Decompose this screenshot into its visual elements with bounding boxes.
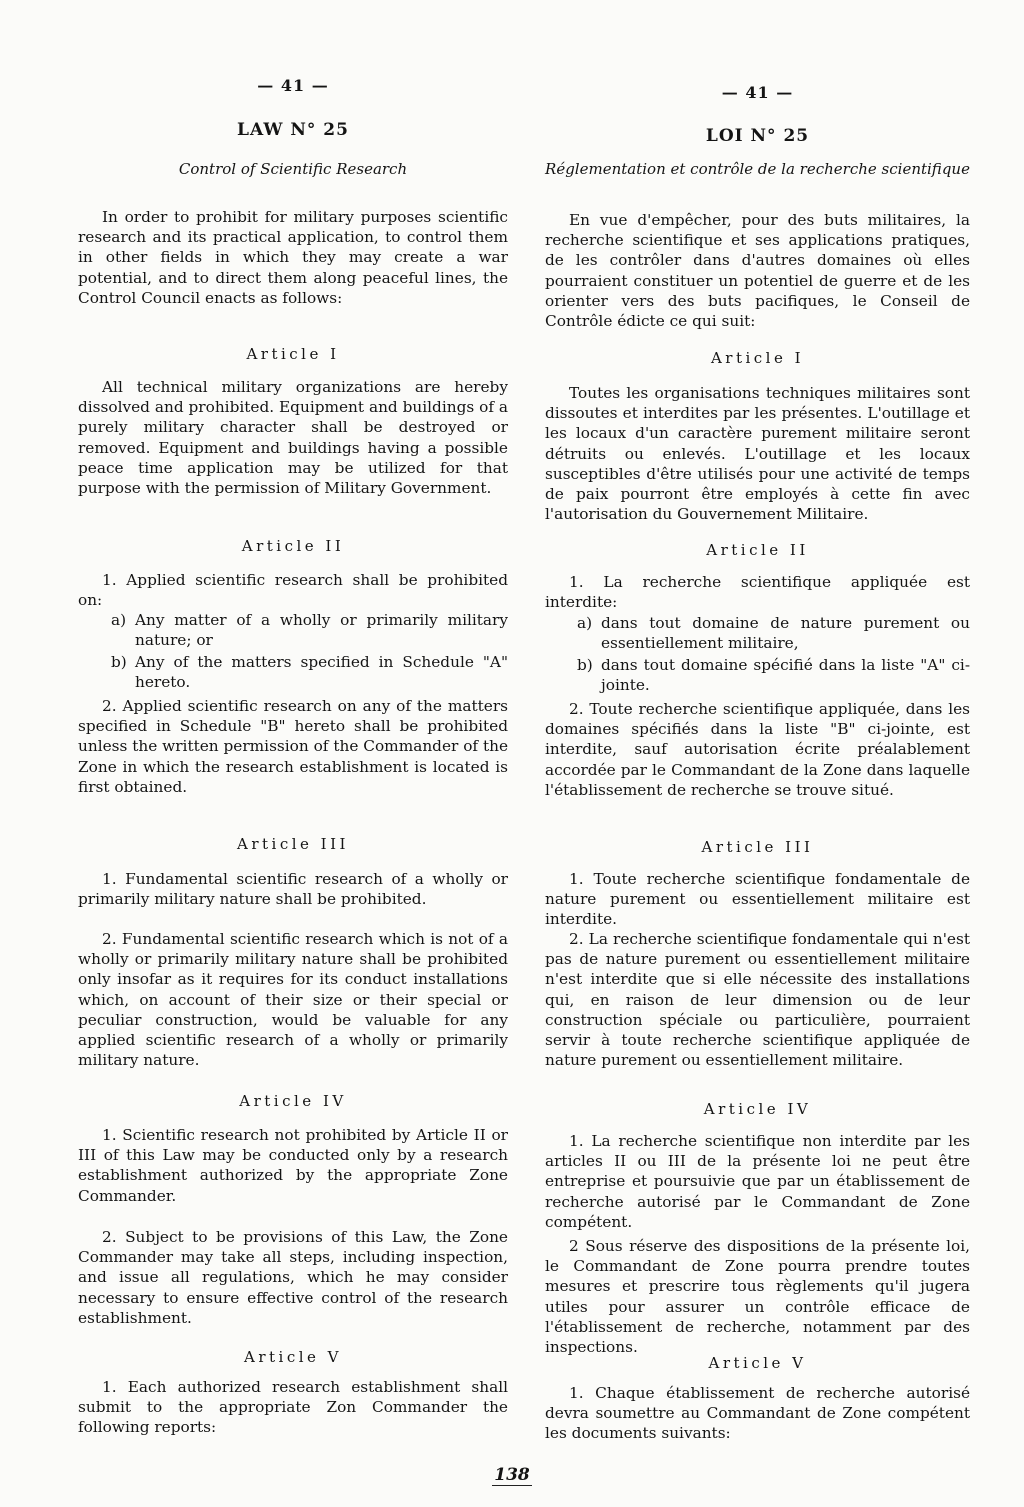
item-b-marker: b) bbox=[577, 656, 593, 674]
article-1-heading: Article I bbox=[246, 345, 340, 363]
article-3-paragraph-1: 1. Toute recherche scientifique fondamentale de nature purement ou essentiellement militaire est interdite. bbox=[545, 870, 970, 929]
item-a-marker: a) bbox=[577, 614, 593, 632]
article-3-paragraph-2: 2. La recherche scientifique fondamentale qui n'est pas de nature purement ou essentiellement militaire n'est interdite que si elle nécessite des installations qui, en raison de leur dimension ou de leur construction spéciale ou particulière, pourraient servir à toute recherche scientifique appliquée de nature purement ou essentiellement militaire. bbox=[545, 930, 970, 1070]
page-number-text: 138 bbox=[494, 1465, 530, 1485]
item-a-text: dans tout domaine de nature purement ou essentiellement militaire, bbox=[601, 614, 970, 653]
article-1-text: All technical military organizations are hereby dissolved and prohibited. Equipment and buildings of a purely military character shall be destroyed or removed. Equipment and buildings having a possible peace time application may be utilized for that purpose with the permission of Military Government. bbox=[78, 378, 508, 498]
law-subtitle: Control of Scientific Research bbox=[178, 160, 408, 178]
article-5-heading: Article V bbox=[243, 1348, 342, 1366]
article-2-item-b bbox=[111, 652, 508, 692]
item-b-marker: b) bbox=[111, 653, 127, 671]
page-number bbox=[0, 1465, 1024, 1485]
article-2-item-b bbox=[577, 655, 970, 695]
article-5-heading: Article V bbox=[708, 1354, 807, 1372]
article-4-paragraph-2: 2. Subject to be provisions of this Law, the Zone Commander may take all steps, including inspection, and issue all regulations, which he may consider necessary to ensure effective control of the research establishment. bbox=[78, 1228, 508, 1327]
article-2-paragraph-2: 2. Applied scientific research on any of the matters specified in Schedule "B" hereto shall be prohibited unless the written permission of the Commander of the Zone in which the research establishment is located is first obtained. bbox=[78, 697, 508, 796]
item-a-text: Any matter of a wholly or primarily military nature; or bbox=[135, 611, 508, 650]
preamble: En vue d'empêcher, pour des buts militaires, la recherche scientifique et ses applications pratiques, de les contrôler dans d'autres domaines où elles pourraient constituer un potentiel de guerre et de les orienter vers des buts pacifiques, le Conseil de Contrôle édicte ce qui suit: bbox=[545, 211, 970, 331]
article-4-paragraph-2: 2 Sous réserve des dispositions de la présente loi, le Commandant de Zone pourra prendre toutes mesures et prescrire tous règlements qu'il jugera utiles pour assurer un contrôle efficace de l'établissement de recherche, notamment par des inspections. bbox=[545, 1237, 970, 1357]
article-2-item-a bbox=[577, 613, 970, 653]
article-5-paragraph-1: 1. Each authorized research establishment shall submit to the appropriate Zon Commander the following reports: bbox=[78, 1378, 508, 1437]
article-2-heading: Article II bbox=[706, 541, 809, 559]
article-3-heading: Article III bbox=[237, 835, 349, 853]
article-1-heading: Article I bbox=[710, 349, 805, 367]
article-2-paragraph-2: 2. Toute recherche scientifique appliquée, dans les domaines spécifiés dans la liste "B" ci-jointe, est interdite, sauf autorisation écrite préalablement accordée par le Commandant de la Zone dans laquelle l'établissement de recherche se trouve situé. bbox=[545, 700, 970, 799]
preamble: In order to prohibit for military purposes scientific research and its practical application, to control them in other fields in which they may create a war potential, and to direct them along peaceful lines, the Control Council enacts as follows: bbox=[78, 208, 508, 307]
article-3-heading: Article III bbox=[701, 838, 814, 856]
article-3-paragraph-1: 1. Fundamental scientific research of a wholly or primarily military nature shall be prohibited. bbox=[78, 870, 508, 909]
law-title: LOI N° 25 bbox=[705, 126, 810, 146]
article-2-heading: Article II bbox=[241, 537, 345, 555]
article-2-item-a bbox=[111, 610, 508, 650]
page-marker: — 41 — bbox=[257, 76, 329, 95]
article-4-heading: Article IV bbox=[239, 1092, 347, 1110]
page-marker: — 41 — bbox=[721, 83, 794, 102]
item-b-text: dans tout domaine spécifié dans la liste "A" ci-jointe. bbox=[601, 656, 970, 695]
article-4-heading: Article IV bbox=[703, 1100, 812, 1118]
article-3-paragraph-2: 2. Fundamental scientific research which is not of a wholly or primarily military nature shall be prohibited only insofar as it requires for its conduct installations which, on account of their size or their special or peculiar construction, would be valuable for any applied scientific research of a wholly or primarily military nature. bbox=[78, 930, 508, 1070]
article-2-paragraph-1: 1. Applied scientific research shall be prohibited on: bbox=[78, 571, 508, 610]
law-subtitle: Réglementation et contrôle de la recherche scientifique bbox=[545, 160, 970, 178]
article-5-paragraph-1: 1. Chaque établissement de recherche autorisé devra soumettre au Commandant de Zone compétent les documents suivants: bbox=[545, 1384, 970, 1443]
item-b-text: Any of the matters specified in Schedule "A" hereto. bbox=[135, 653, 508, 692]
law-title: LAW N° 25 bbox=[237, 120, 349, 140]
item-a-marker: a) bbox=[111, 611, 127, 629]
article-4-paragraph-1: 1. Scientific research not prohibited by Article II or III of this Law may be conducted only by a research establishment authorized by the appropriate Zone Commander. bbox=[78, 1126, 508, 1205]
article-4-paragraph-1: 1. La recherche scientifique non interdite par les articles II ou III de la présente loi ne peut être entreprise et poursuivie que par un établissement de recherche autorisé par le Commandant de Zone compétent. bbox=[545, 1132, 970, 1231]
article-2-paragraph-1: 1. La recherche scientifique appliquée est interdite: bbox=[545, 573, 970, 612]
article-1-text: Toutes les organisations techniques militaires sont dissoutes et interdites par les présentes. L'outillage et les locaux d'un caractère purement militaire seront détruits ou enlevés. L'outillage et les locaux susceptibles d'être utilisés pour une activité de temps de paix pourront être employés à cette fin avec l'autorisation du Gouvernement Militaire. bbox=[545, 384, 970, 524]
